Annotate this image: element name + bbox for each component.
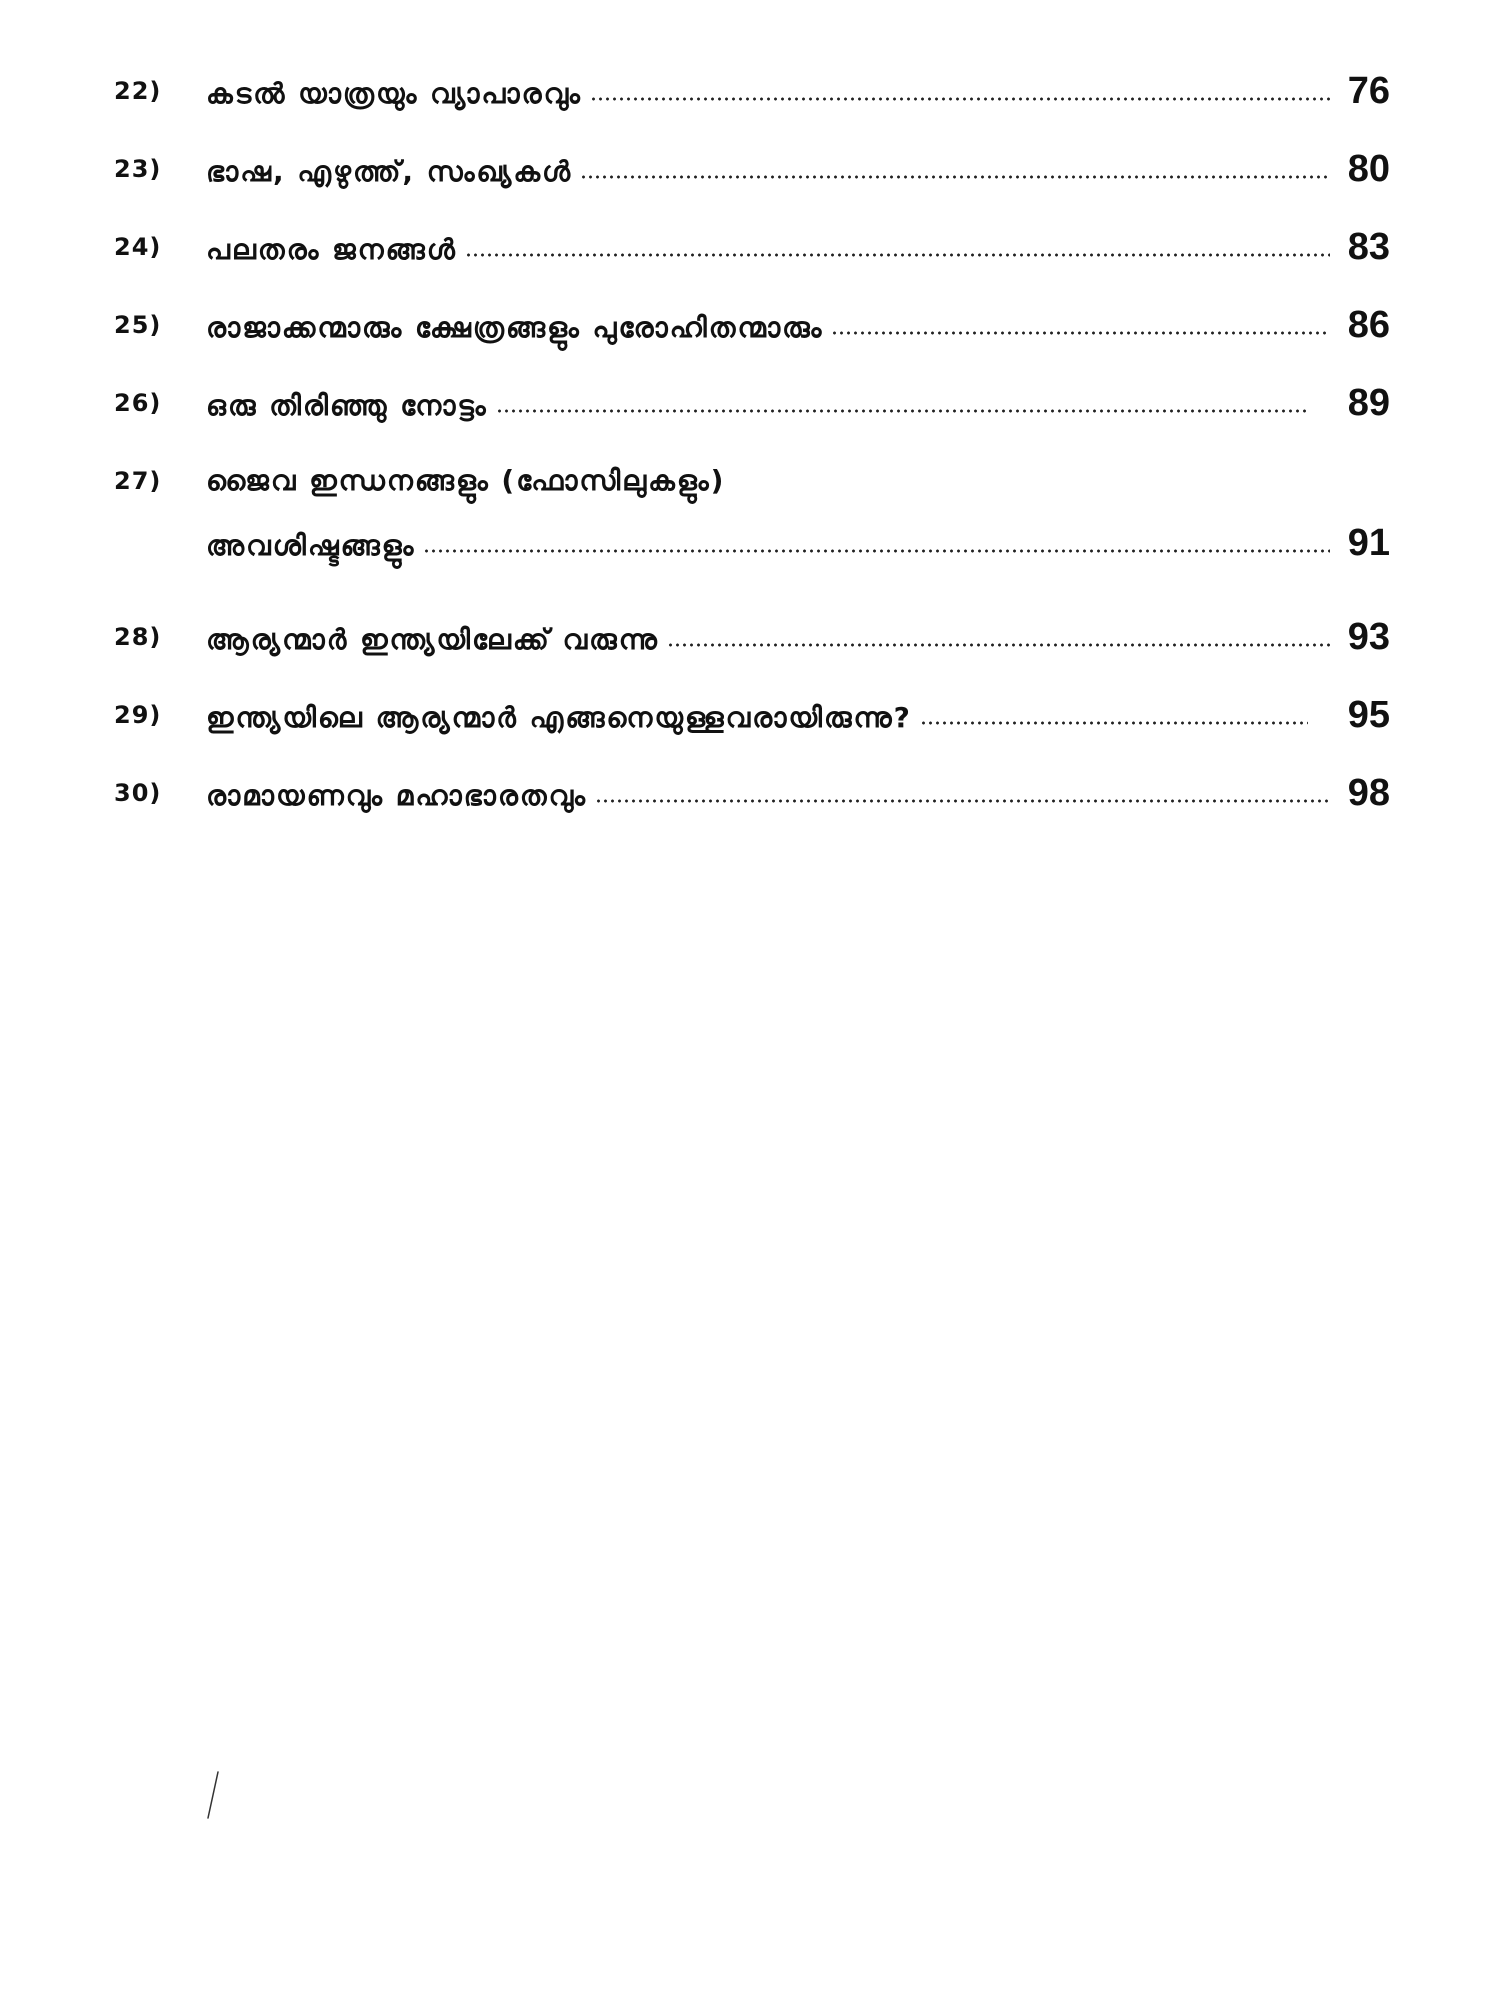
toc-entry[interactable] (114, 450, 1390, 606)
toc-entry[interactable] (114, 138, 1390, 216)
toc-entry[interactable] (114, 372, 1390, 450)
entry-number: 30) (114, 779, 162, 807)
dot-leader (580, 175, 1330, 179)
entry-title: ഇന്ത്യയിലെ ആര്യന്മാർ എങ്ങനെയുള്ളവരായിരുന്നു? (206, 701, 912, 734)
dot-leader (831, 331, 1330, 335)
entry-page-number: 76 (1347, 70, 1390, 112)
entry-number: 26) (114, 389, 162, 417)
entry-page-number: 98 (1347, 772, 1390, 814)
toc-entry[interactable] (114, 684, 1390, 762)
toc-entry[interactable] (114, 60, 1390, 138)
dot-leader (590, 97, 1330, 101)
entry-title: ഭാഷ, എഴുത്ത്, സംഖ്യകൾ (206, 155, 573, 188)
entry-number: 29) (114, 701, 162, 729)
entry-title: ആര്യന്മാർ ഇന്ത്യയിലേക്ക് വരുന്നു (206, 623, 659, 656)
entry-page-number: 91 (1347, 522, 1390, 564)
entry-title: ഒരു തിരിഞ്ഞു നോട്ടം (206, 389, 488, 422)
toc-entry[interactable] (114, 606, 1390, 684)
toc-entry[interactable] (114, 294, 1390, 372)
entry-title: രാമായണവും മഹാഭാരതവും (206, 779, 587, 812)
entry-number: 28) (114, 623, 162, 651)
dot-leader (465, 253, 1330, 257)
pen-stroke-mark (205, 1770, 221, 1820)
entry-number: 23) (114, 155, 162, 183)
entry-number: 24) (114, 233, 162, 261)
entry-page-number: 89 (1347, 382, 1390, 424)
entry-page-number: 95 (1347, 694, 1390, 736)
entry-number: 22) (114, 77, 162, 105)
entry-number: 27) (114, 467, 162, 495)
entry-title: പലതരം ജനങ്ങൾ (206, 233, 457, 266)
entry-title: അവശിഷ്ടങ്ങളും (206, 529, 416, 562)
entry-title: രാജാക്കന്മാരും ക്ഷേത്രങ്ങളും പുരോഹിതന്മാരും (206, 311, 824, 344)
toc-entry[interactable] (114, 216, 1390, 294)
dot-leader (920, 721, 1308, 725)
dot-leader (423, 549, 1330, 553)
entry-page-number: 93 (1347, 616, 1390, 658)
toc-entry[interactable] (114, 762, 1390, 840)
dot-leader (595, 799, 1330, 803)
entry-title-line-1: ജൈവ ഇന്ധനങ്ങളും (ഫോസിലുകളും) (206, 464, 726, 497)
dot-leader (496, 409, 1308, 413)
dot-leader (667, 643, 1330, 647)
entry-page-number: 80 (1347, 148, 1390, 190)
entry-page-number: 83 (1347, 226, 1390, 268)
entry-page-number: 86 (1347, 304, 1390, 346)
table-of-contents (114, 60, 1390, 840)
entry-number: 25) (114, 311, 162, 339)
entry-title: കടൽ യാത്രയും വ്യാപാരവും (206, 77, 582, 110)
